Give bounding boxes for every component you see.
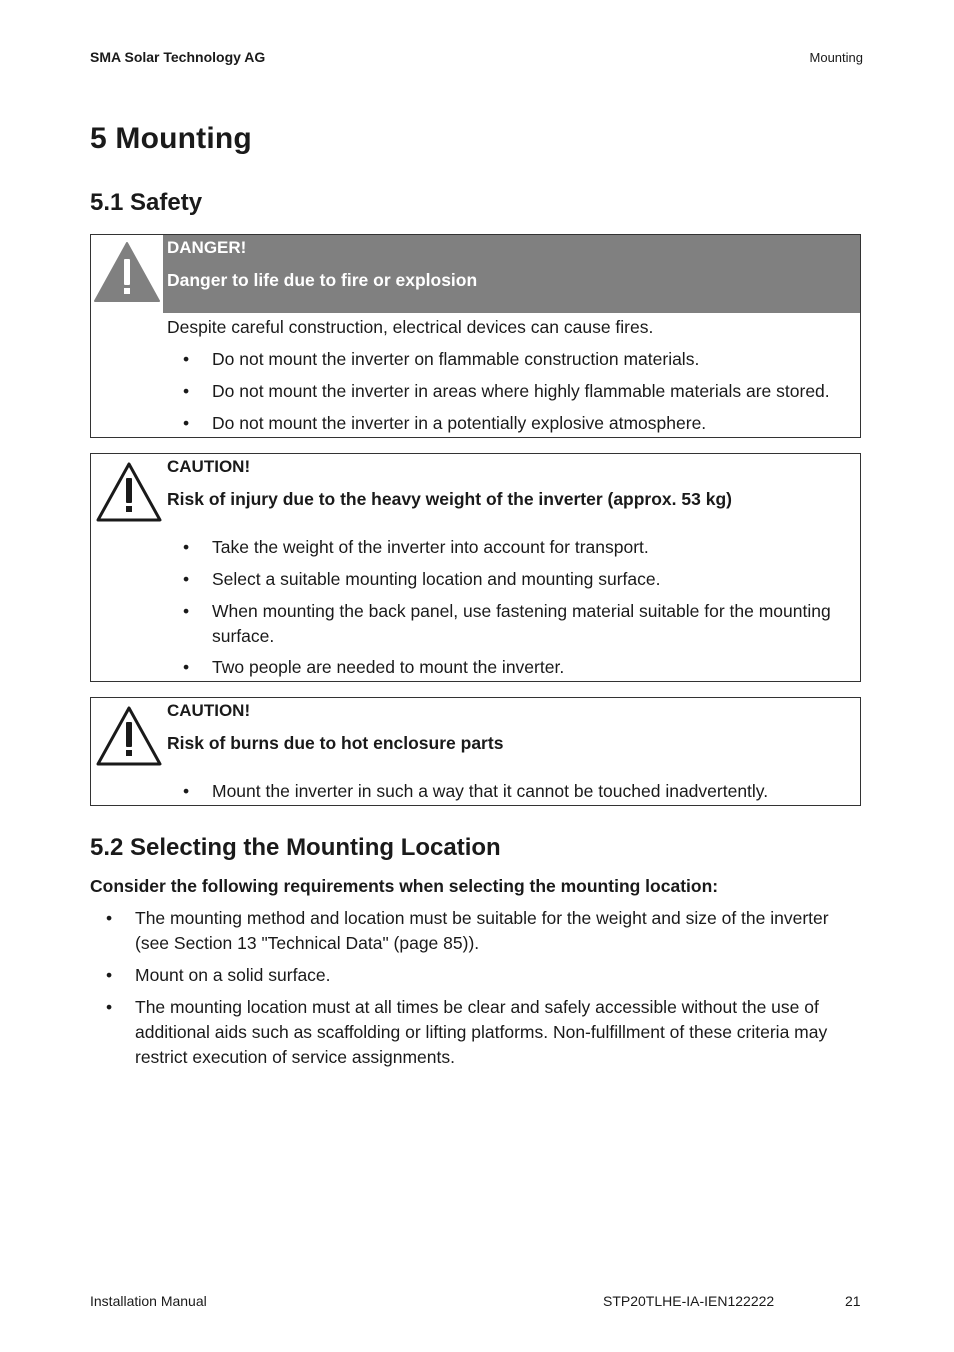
footer-doc-title: Installation Manual xyxy=(90,1293,207,1309)
danger-header xyxy=(91,235,860,313)
list-item: • Two people are needed to mount the inverter. xyxy=(183,657,565,677)
caution-signal-word: CAUTION! xyxy=(167,457,251,476)
list-item: • The mounting method and location must be suitable for the weight and size of the inverter (see Section 13 "Technical Data" (page 85)). xyxy=(106,908,829,953)
footer-doc-code: STP20TLHE-IA-IEN122222 xyxy=(603,1293,775,1309)
warning-triangle-icon xyxy=(91,235,163,313)
chapter-title: 5 Mounting xyxy=(90,122,252,155)
caution-triangle-icon xyxy=(95,458,163,526)
caution-signal-word: CAUTION! xyxy=(167,701,251,720)
caution-weight-box xyxy=(90,453,861,682)
caution-burns-box xyxy=(90,697,861,806)
list-item: • Do not mount the inverter on flammable construction materials. xyxy=(183,349,700,369)
list-item: • The mounting location must at all times be clear and safely accessible without the use of additional aids such as scaffolding or lifting platforms. Non-fulfillment of these criteria may restrict execution of service assignments. xyxy=(106,997,828,1067)
section-title-safety: 5.1 Safety xyxy=(90,189,203,216)
section-title-location: 5.2 Selecting the Mounting Location xyxy=(90,834,501,861)
caution-triangle-icon xyxy=(95,702,163,770)
caution-burns-title: Risk of burns due to hot enclosure parts xyxy=(167,733,504,753)
danger-box xyxy=(90,234,861,438)
list-item: • When mounting the back panel, use fastening material suitable for the mounting surface. xyxy=(183,601,831,646)
header-section: Mounting xyxy=(809,50,863,65)
caution-weight-title: Risk of injury due to the heavy weight of the inverter (approx. 53 kg) xyxy=(167,489,732,509)
danger-title: Danger to life due to fire or explosion xyxy=(167,270,478,290)
danger-intro: Despite careful construction, electrical devices can cause fires. xyxy=(167,317,654,337)
list-item: • Do not mount the inverter in a potentially explosive atmosphere. xyxy=(183,413,707,433)
header-company: SMA Solar Technology AG xyxy=(90,49,266,65)
page-number: 21 xyxy=(845,1293,861,1309)
location-lead: Consider the following requirements when selecting the mounting location: xyxy=(90,876,719,896)
list-item: • Do not mount the inverter in areas where highly flammable materials are stored. xyxy=(183,381,830,401)
list-item: • Mount the inverter in such a way that it cannot be touched inadvertently. xyxy=(183,781,769,801)
list-item: • Take the weight of the inverter into account for transport. xyxy=(183,537,649,557)
list-item: • Mount on a solid surface. xyxy=(106,965,331,985)
list-item: • Select a suitable mounting location and mounting surface. xyxy=(183,569,661,589)
danger-signal-word: DANGER! xyxy=(167,238,247,257)
